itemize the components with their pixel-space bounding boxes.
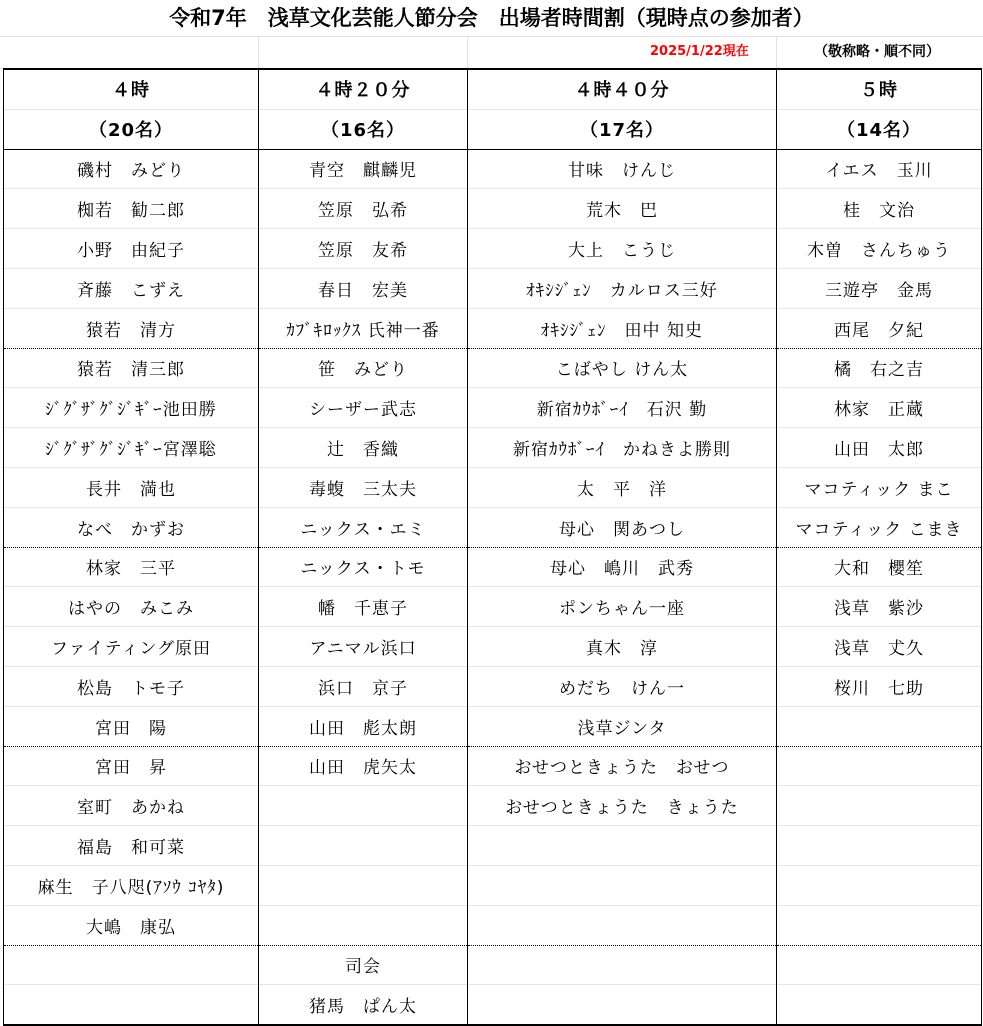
cell: こばやし けん太 [468, 348, 777, 388]
table-row [4, 547, 982, 587]
cell: ｵｷｼｼﾞｪﾝ 田中 知史 [468, 308, 777, 348]
cell [259, 865, 468, 905]
cell [777, 826, 982, 866]
cell: 林家 三平 [4, 547, 259, 587]
cell: 春日 宏美 [259, 268, 468, 308]
count-header-row [4, 109, 982, 149]
table-row [4, 149, 982, 189]
cell [259, 905, 468, 945]
cell: 笠原 友希 [259, 229, 468, 269]
cell: 林家 正蔵 [777, 388, 982, 428]
cell: 桜川 七助 [777, 666, 982, 706]
cell: 山田 彪太朗 [259, 706, 468, 746]
cell: 大嶋 康弘 [4, 905, 259, 945]
table-row [4, 945, 982, 985]
table-row [4, 666, 982, 706]
cell: 橘 右之吉 [777, 348, 982, 388]
cell: 太 平 洋 [468, 467, 777, 507]
cell: （17名） [468, 109, 777, 149]
cell: （20名） [4, 109, 259, 149]
cell: 荒木 巴 [468, 189, 777, 229]
cell: 山田 虎矢太 [259, 746, 468, 786]
cell: 大和 櫻笙 [777, 547, 982, 587]
table-row [4, 865, 982, 905]
cell: 甘味 けんじ [468, 149, 777, 189]
table-row [4, 627, 982, 667]
table-row [4, 268, 982, 308]
cell: アニマル浜口 [259, 627, 468, 667]
cell [777, 985, 982, 1025]
cell: おせつときょうた おせつ [468, 746, 777, 786]
cell: 宮田 昇 [4, 746, 259, 786]
cell [468, 826, 777, 866]
cell: イエス 玉川 [777, 149, 982, 189]
cell [468, 985, 777, 1025]
cell: ４時２０分 [259, 69, 468, 109]
cell [468, 945, 777, 985]
cell: 浜口 京子 [259, 666, 468, 706]
cell: 幡 千恵子 [259, 587, 468, 627]
table-row [4, 308, 982, 348]
cell: 笹 みどり [259, 348, 468, 388]
cell: 西尾 夕紀 [777, 308, 982, 348]
table-row [4, 388, 982, 428]
cell [777, 706, 982, 746]
table-row [4, 348, 982, 388]
cell: 新宿ｶｳﾎﾞｰｲ かねきよ勝則 [468, 428, 777, 468]
cell: 斉藤 こずえ [4, 268, 259, 308]
cell: めだち けん一 [468, 666, 777, 706]
cell: 猪馬 ぱん太 [259, 985, 468, 1025]
cell: 浅草 𠀋久 [777, 627, 982, 667]
schedule-table [3, 68, 982, 1026]
cell: ｼﾞｸﾞｻﾞｸﾞｼﾞｷﾞｰ宮澤聡 [4, 428, 259, 468]
cell: ４時４０分 [468, 69, 777, 109]
cell: ｵｷｼｼﾞｪﾝ カルロス三好 [468, 268, 777, 308]
cell [4, 985, 259, 1025]
cell: 真木 淳 [468, 627, 777, 667]
cell: 母心 関あつし [468, 507, 777, 547]
cell: 山田 太郎 [777, 428, 982, 468]
cell: 磯村 みどり [4, 149, 259, 189]
cell [777, 865, 982, 905]
cell: （14名） [777, 109, 982, 149]
cell: ｶﾌﾞｷﾛｯｸｽ 氏神一番 [259, 308, 468, 348]
cell: 辻 香織 [259, 428, 468, 468]
cell: マコティック こまき [777, 507, 982, 547]
cell: はやの みこみ [4, 587, 259, 627]
table-row [4, 786, 982, 826]
table-row [4, 706, 982, 746]
table-row [4, 189, 982, 229]
cell: マコティック まこ [777, 467, 982, 507]
date-label: 2025/1/22現在 [650, 44, 749, 59]
table-row [4, 467, 982, 507]
honorific-note: （敬称略・順不同） [814, 44, 940, 60]
cell: おせつときょうた きょうた [468, 786, 777, 826]
cell: 新宿ｶｳﾎﾞｰｲ 石沢 勤 [468, 388, 777, 428]
cell: 木曽 さんちゅう [777, 229, 982, 269]
cell: 長井 満也 [4, 467, 259, 507]
cell: ポンちゃん一座 [468, 587, 777, 627]
cell: ５時 [777, 69, 982, 109]
cell: 椥若 勧二郎 [4, 189, 259, 229]
cell: シーザー武志 [259, 388, 468, 428]
table-row [4, 826, 982, 866]
cell [777, 746, 982, 786]
cell [777, 945, 982, 985]
cell [259, 826, 468, 866]
cell: 桂 文治 [777, 189, 982, 229]
cell [468, 905, 777, 945]
page-title: 令和7年 浅草文化芸能人節分会 出場者時間割（現時点の参加者） [0, 0, 983, 37]
cell: ４時 [4, 69, 259, 109]
cell: 青空 麒麟児 [259, 149, 468, 189]
cell: 猿若 清方 [4, 308, 259, 348]
cell: 麻生 子八咫(ｱｿｳ ｺﾔﾀ) [4, 865, 259, 905]
table-row [4, 229, 982, 269]
cell: ニックス・エミ [259, 507, 468, 547]
cell [4, 945, 259, 985]
table-row [4, 587, 982, 627]
time-header-row [4, 69, 982, 109]
cell: なべ かずお [4, 507, 259, 547]
cell: 母心 嶋川 武秀 [468, 547, 777, 587]
cell: ニックス・トモ [259, 547, 468, 587]
cell: 浅草 紫沙 [777, 587, 982, 627]
cell: 三遊亭 金馬 [777, 268, 982, 308]
table-row [4, 905, 982, 945]
table-row [4, 985, 982, 1025]
cell: 小野 由紀子 [4, 229, 259, 269]
cell: 猿若 清三郎 [4, 348, 259, 388]
cell: ファイティング原田 [4, 627, 259, 667]
cell: 福島 和可菜 [4, 826, 259, 866]
cell: 松島 トモ子 [4, 666, 259, 706]
cell: 浅草ジンタ [468, 706, 777, 746]
cell: 笠原 弘希 [259, 189, 468, 229]
cell [468, 865, 777, 905]
cell: 室町 あかね [4, 786, 259, 826]
table-row [4, 746, 982, 786]
date-row [0, 36, 983, 69]
cell: 司会 [259, 945, 468, 985]
cell: 宮田 陽 [4, 706, 259, 746]
cell [259, 786, 468, 826]
cell [777, 786, 982, 826]
cell: 毒蝮 三太夫 [259, 467, 468, 507]
cell: 大上 こうじ [468, 229, 777, 269]
cell [777, 905, 982, 945]
table-row [4, 428, 982, 468]
cell: ｼﾞｸﾞｻﾞｸﾞｼﾞｷﾞｰ池田勝 [4, 388, 259, 428]
cell: （16名） [259, 109, 468, 149]
table-row [4, 507, 982, 547]
